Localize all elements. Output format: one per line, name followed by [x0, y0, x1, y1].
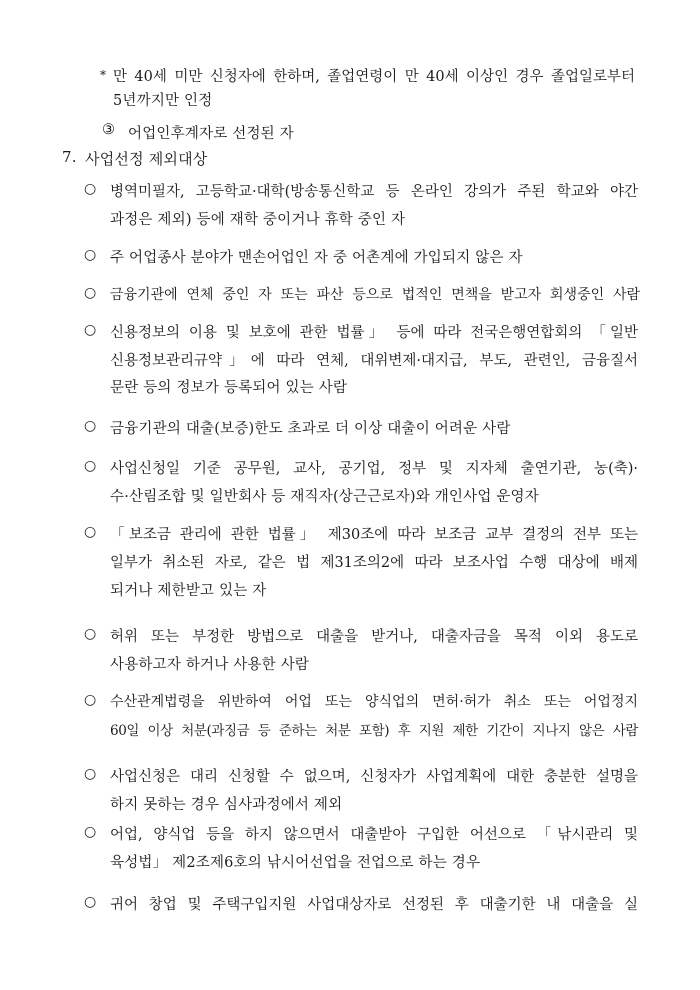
- item-11-line-0: 귀어 창업 및 주택구입지원 사업대상자로 선정된 후 대출기한 내 대출을 실: [110, 897, 638, 913]
- item-7-line-1: 사용하고자 하거나 사용한 사람: [110, 657, 310, 673]
- bullet-icon: ○: [84, 824, 97, 840]
- sub-item-3-text: 어업인후계자로 선정된 자: [128, 126, 294, 142]
- sub-item-3-marker: ③: [102, 122, 116, 138]
- bullet-icon: ○: [84, 322, 97, 338]
- item-6-line-1: 일부가 취소된 자로, 같은 법 제31조의2에 따라 보조사업 수행 대상에 배제: [110, 555, 638, 571]
- item-6-line-0: 「보조금 관리에 관한 법률」 제30조에 따라 보조금 교부 결정의 전부 또는: [110, 527, 638, 543]
- item-0-line-1: 과정은 제외) 등에 재학 중이거나 휴학 중인 자: [110, 212, 406, 228]
- item-7-line-0: 허위 또는 부정한 방법으로 대출을 받거나, 대출자금을 목적 이외 용도로: [110, 629, 638, 645]
- bullet-icon: ○: [84, 766, 97, 782]
- note-line-1: 만 40세 미만 신청자에 한하며, 졸업연령이 만 40세 이상인 경우 졸업일로부터: [113, 69, 635, 85]
- item-9-line-1: 하지 못하는 경우 심사과정에서 제외: [110, 797, 343, 813]
- bullet-icon: ○: [84, 692, 97, 708]
- item-6-line-2: 되거나 제한받고 있는 자: [110, 583, 267, 599]
- item-4-line-0: 금융기관의 대출(보증)한도 초과로 더 이상 대출이 어려운 사람: [110, 421, 511, 437]
- bullet-icon: ○: [84, 285, 97, 301]
- bullet-icon: ○: [84, 247, 97, 263]
- item-8-line-1: 60일 이상 처분(과징금 등 준하는 처분 포함) 후 지원 제한 기간이 지나지 않은 사람: [110, 723, 638, 739]
- item-3-line-0: 신용정보의 이용 및 보호에 관한 법률」 등에 따라 전국은행연합회의 「일반: [110, 325, 638, 341]
- item-0-line-0: 병역미필자, 고등학교·대학(방송통신학교 등 온라인 강의가 주된 학교와 야간: [110, 184, 638, 200]
- item-3-line-1: 신용정보관리규약」에 따라 연체, 대위변제·대지급, 부도, 관련인, 금융질서: [110, 353, 638, 369]
- bullet-icon: ○: [84, 894, 97, 910]
- item-8-line-0: 수산관계법령을 위반하여 어업 또는 양식업의 면허·허가 취소 또는 어업정지: [110, 694, 638, 710]
- item-2-line-0: 금융기관에 연체 중인 자 또는 파산 등으로 법적인 면책을 받고자 회생중인 사람: [110, 287, 640, 303]
- item-10-line-0: 어업, 양식업 등을 하지 않으면서 대출받아 구입한 어선으로 「낚시관리 및: [110, 827, 638, 843]
- item-1-line-0: 주 어업종사 분야가 맨손어업인 자 중 어촌계에 가입되지 않은 자: [110, 250, 523, 266]
- item-3-line-2: 문란 등의 정보가 등록되어 있는 사람: [110, 380, 348, 396]
- item-9-line-0: 사업신청은 대리 신청할 수 없으며, 신청자가 사업계획에 대한 충분한 설명을: [110, 769, 638, 785]
- note-line-2: 5년까지만 인정: [113, 93, 213, 109]
- section-title: 사업선정 제외대상: [85, 150, 208, 168]
- bullet-icon: ○: [84, 181, 97, 197]
- bullet-icon: ○: [84, 626, 97, 642]
- bullet-icon: ○: [84, 418, 97, 434]
- bullet-icon: ○: [84, 458, 97, 474]
- section-number: 7.: [62, 148, 77, 166]
- item-10-line-1: 육성법」 제2조제6호의 낚시어선업을 전업으로 하는 경우: [110, 855, 481, 871]
- bullet-icon: ○: [84, 524, 97, 540]
- item-5-line-1: 수·산림조합 및 일반회사 등 재직자(상근근로자)와 개인사업 운영자: [110, 489, 539, 505]
- note-marker: *: [100, 68, 107, 82]
- item-5-line-0: 사업신청일 기준 공무원, 교사, 공기업, 정부 및 지자체 출연기관, 농(축)·: [110, 461, 638, 477]
